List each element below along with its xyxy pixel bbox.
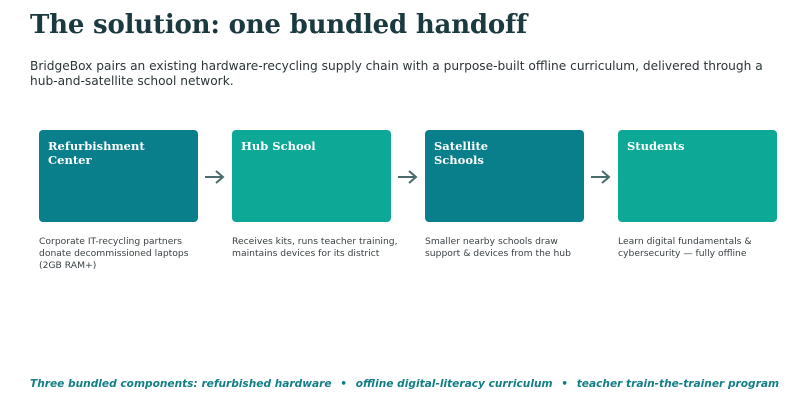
step-box-refurbishment-center: [39, 130, 198, 222]
page-subtitle: BridgeBox pairs an existing hardware-recycling supply chain with a purpose-built offline curriculum, delivered through a hub-and-satellite school network.: [30, 59, 763, 88]
step-description-students: Learn digital fundamentals & cybersecurity — fully offline: [618, 236, 752, 259]
footer-separator: •: [340, 378, 348, 390]
arrow-right-icon: [396, 168, 420, 186]
footer-prefix: Three bundled components:: [30, 378, 198, 390]
footer-item: teacher train-the-trainer program: [576, 378, 780, 390]
step-label: Students: [627, 139, 685, 153]
step-box-students: [618, 130, 777, 222]
arrow-right-icon: [589, 168, 613, 186]
step-description-satellite-schools: Smaller nearby schools draw support & devices from the hub: [425, 236, 571, 259]
footer-item: offline digital-literacy curriculum: [355, 378, 553, 390]
footer-components: [30, 378, 779, 390]
step-description-refurbishment-center: Corporate IT-recycling partners donate decommissioned laptops (2GB RAM+): [39, 236, 189, 271]
step-label: Satellite Schools: [434, 139, 489, 167]
footer-item: refurbished hardware: [201, 378, 332, 390]
step-box-hub-school: [232, 130, 391, 222]
step-label: Hub School: [241, 139, 316, 153]
step-box-satellite-schools: [425, 130, 584, 222]
step-description-hub-school: Receives kits, runs teacher training, maintains devices for its district: [232, 236, 398, 259]
arrow-right-icon: [203, 168, 227, 186]
page-title: The solution: one bundled handoff: [30, 10, 527, 40]
step-label: Refurbishment Center: [48, 139, 145, 167]
footer-separator: •: [561, 378, 569, 390]
